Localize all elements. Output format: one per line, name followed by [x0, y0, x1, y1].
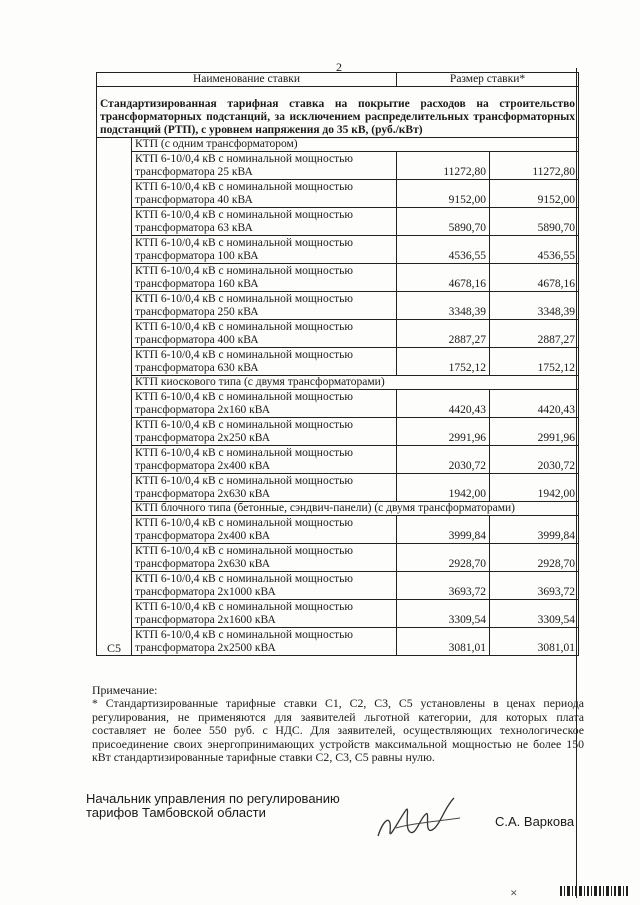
rate-name: КТП 6-10/0,4 кВ с номинальной мощностью трансформатора 630 кВА	[132, 347, 397, 375]
table-row	[97, 151, 579, 179]
rate-value: 3081,01	[397, 627, 490, 655]
section-title: Стандартизированная тарифная ставка на покрытие расходов на строительство трансформаторных подстанций, за исключением распределительных трансформаторных подстанций (РТП), с уровнем напряжения до 35 кВ, (руб./кВт)	[97, 86, 579, 137]
rate-name: КТП 6-10/0,4 кВ с номинальной мощностью трансформатора 2х400 кВА	[132, 445, 397, 473]
rate-value: 2991,96	[397, 417, 490, 445]
rate-value: 4678,16	[397, 263, 490, 291]
rate-name: КТП 6-10/0,4 кВ с номинальной мощностью трансформатора 2х2500 кВА	[132, 627, 397, 655]
rate-value-total: 3081,01	[490, 627, 579, 655]
rate-value: 11272,80	[397, 151, 490, 179]
section-title-row	[97, 86, 579, 137]
table-row	[97, 571, 579, 599]
rate-value: 2928,70	[397, 543, 490, 571]
rate-value-total: 1752,12	[490, 347, 579, 375]
table-row	[97, 207, 579, 235]
rate-value: 2887,27	[397, 319, 490, 347]
rate-value-total: 2991,96	[490, 417, 579, 445]
table-row	[97, 235, 579, 263]
rate-value: 1752,12	[397, 347, 490, 375]
rate-name: КТП 6-10/0,4 кВ с номинальной мощностью трансформатора 40 кВА	[132, 179, 397, 207]
table-row	[97, 389, 579, 417]
rate-value-total: 4536,55	[490, 235, 579, 263]
table-row	[97, 627, 579, 655]
rate-value-total: 4420,43	[490, 389, 579, 417]
rate-name: КТП 6-10/0,4 кВ с номинальной мощностью трансформатора 2х1600 кВА	[132, 599, 397, 627]
rate-name: КТП 6-10/0,4 кВ с номинальной мощностью трансформатора 160 кВА	[132, 263, 397, 291]
rate-name: КТП 6-10/0,4 кВ с номинальной мощностью трансформатора 250 кВА	[132, 291, 397, 319]
rate-name: КТП 6-10/0,4 кВ с номинальной мощностью трансформатора 63 кВА	[132, 207, 397, 235]
table-row	[97, 417, 579, 445]
signatory-name: С.А. Варкова	[495, 814, 575, 829]
table-row	[97, 263, 579, 291]
rate-value: 3348,39	[397, 291, 490, 319]
rate-name: КТП 6-10/0,4 кВ с номинальной мощностью трансформатора 2х630 кВА	[132, 543, 397, 571]
rate-value: 1942,00	[397, 473, 490, 501]
table-row	[97, 445, 579, 473]
tariff-table	[96, 72, 579, 656]
rate-value: 5890,70	[397, 207, 490, 235]
rate-value: 4536,55	[397, 235, 490, 263]
table-row	[97, 543, 579, 571]
rate-value-total: 2030,72	[490, 445, 579, 473]
rate-name: КТП 6-10/0,4 кВ с номинальной мощностью трансформатора 2х160 кВА	[132, 389, 397, 417]
rate-value-total: 2887,27	[490, 319, 579, 347]
group-header-row	[97, 501, 579, 515]
rate-value: 3999,84	[397, 515, 490, 543]
rate-value-total: 1942,00	[490, 473, 579, 501]
table-row	[97, 515, 579, 543]
group-title: КТП блочного типа (бетонные, сэндвич-панели) (с двумя трансформаторами)	[132, 501, 579, 515]
rate-value: 3309,54	[397, 599, 490, 627]
rate-value-total: 9152,00	[490, 179, 579, 207]
note-block	[92, 684, 584, 764]
group-header-row	[97, 137, 579, 151]
rate-value: 3693,72	[397, 571, 490, 599]
rate-name: КТП 6-10/0,4 кВ с номинальной мощностью трансформатора 2х1000 кВА	[132, 571, 397, 599]
table-row	[97, 347, 579, 375]
rate-value: 9152,00	[397, 179, 490, 207]
table-row	[97, 473, 579, 501]
rate-value-total: 11272,80	[490, 151, 579, 179]
handwritten-signature	[370, 788, 480, 848]
signatory-position: Начальник управления по регулированию тарифов Тамбовской области	[86, 791, 340, 820]
rate-value: 4420,43	[397, 389, 490, 417]
table-row	[97, 319, 579, 347]
rate-name: КТП 6-10/0,4 кВ с номинальной мощностью трансформатора 100 кВА	[132, 235, 397, 263]
note-text: * Стандартизированные тарифные ставки С1, С2, С3, С5 установлены в ценах периода регулирования, не применяются для заявителей льготной категории, для которых плата составляет не более 550 руб. с НДС. Для заявителей, осуществляющих технологическое присоединение своих энергопринимающих устройств максимальной мощностью не более 150 кВт стандартизированные тарифные ставки С2, С3, С5 равны нулю.	[92, 696, 584, 765]
rate-value-total: 3348,39	[490, 291, 579, 319]
rate-value-total: 3693,72	[490, 571, 579, 599]
group-title: КТП (с одним трансформатором)	[132, 137, 579, 151]
group-header-row	[97, 375, 579, 389]
footer-mark: ✕	[510, 888, 518, 898]
table-row	[97, 291, 579, 319]
note-title: Примечание:	[92, 683, 158, 697]
rate-value: 2030,72	[397, 445, 490, 473]
rate-value-total: 5890,70	[490, 207, 579, 235]
rate-name: КТП 6-10/0,4 кВ с номинальной мощностью трансформатора 2х630 кВА	[132, 473, 397, 501]
rate-name: КТП 6-10/0,4 кВ с номинальной мощностью трансформатора 25 кВА	[132, 151, 397, 179]
header-value-col: Размер ставки*	[397, 73, 579, 87]
table-row	[97, 599, 579, 627]
rate-value-total: 3999,84	[490, 515, 579, 543]
barcode-mark	[560, 884, 630, 898]
rate-name: КТП 6-10/0,4 кВ с номинальной мощностью трансформатора 2х400 кВА	[132, 515, 397, 543]
header-name-col: Наименование ставки	[97, 73, 397, 87]
rate-code: С5	[97, 137, 132, 655]
group-title: КТП киоскового типа (с двумя трансформаторами)	[132, 375, 579, 389]
rate-value-total: 2928,70	[490, 543, 579, 571]
rate-name: КТП 6-10/0,4 кВ с номинальной мощностью трансформатора 400 кВА	[132, 319, 397, 347]
rate-value-total: 3309,54	[490, 599, 579, 627]
rate-value-total: 4678,16	[490, 263, 579, 291]
rate-name: КТП 6-10/0,4 кВ с номинальной мощностью трансформатора 2х250 кВА	[132, 417, 397, 445]
table-header-row	[97, 73, 579, 87]
table-row	[97, 179, 579, 207]
page-number: 2	[336, 60, 342, 74]
